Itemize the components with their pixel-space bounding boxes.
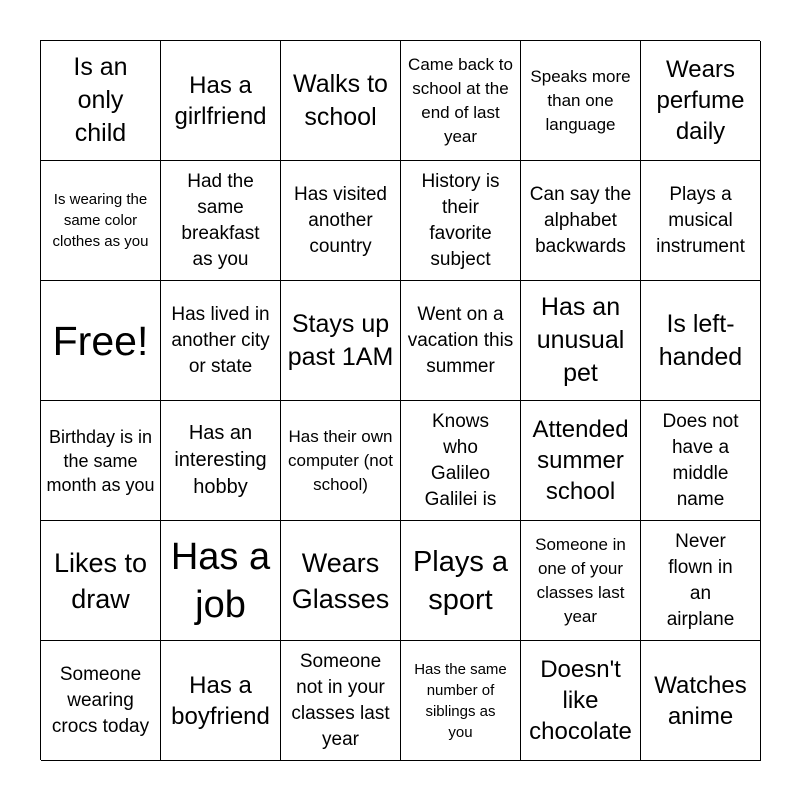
cell-label: Has a job [170, 535, 271, 626]
bingo-cell-r3c3[interactable] [281, 281, 401, 401]
free-space-label: Free! [52, 317, 149, 364]
cell-label: Has visited another country [294, 183, 387, 257]
cell-label: Stays up past 1AM [287, 309, 394, 371]
cell-label: Went on a vacation this summer [407, 303, 514, 377]
cell-label: Had the same breakfast as you [181, 170, 260, 270]
bingo-cell-r3c2[interactable] [161, 281, 281, 401]
bingo-cell-r6c1[interactable] [41, 641, 161, 761]
cell-label: Plays a musical instrument [656, 183, 745, 257]
bingo-board [40, 40, 760, 760]
cell-label: Can say the alphabet backwards [529, 183, 632, 257]
bingo-cell-r6c2[interactable] [161, 641, 281, 761]
cell-label: History is their favorite subject [421, 170, 500, 270]
bingo-cell-r1c3[interactable] [281, 41, 401, 161]
bingo-cell-r1c4[interactable] [401, 41, 521, 161]
bingo-cell-r3c4[interactable] [401, 281, 521, 401]
cell-label: Plays a sport [412, 545, 509, 616]
cell-label: Speaks more than one language [530, 66, 631, 134]
bingo-cell-r4c4[interactable] [401, 401, 521, 521]
cell-label: Has lived in another city or state [171, 303, 270, 377]
bingo-cell-r1c6[interactable] [641, 41, 761, 161]
bingo-cell-r6c6[interactable] [641, 641, 761, 761]
cell-label: Watches anime [654, 671, 747, 730]
cell-label: Someone wearing crocs today [51, 663, 150, 737]
bingo-cell-r6c5[interactable] [521, 641, 641, 761]
cell-label: Never flown in an airplane [666, 530, 735, 630]
cell-label: Wears perfume daily [656, 56, 745, 145]
bingo-cell-r5c3[interactable] [281, 521, 401, 641]
bingo-cell-r2c5[interactable] [521, 161, 641, 281]
bingo-cell-free[interactable] [41, 281, 161, 401]
bingo-cell-r1c5[interactable] [521, 41, 641, 161]
bingo-cell-r6c3[interactable] [281, 641, 401, 761]
bingo-cell-r1c1[interactable] [41, 41, 161, 161]
bingo-cell-r4c1[interactable] [41, 401, 161, 521]
bingo-cell-r4c5[interactable] [521, 401, 641, 521]
bingo-cell-r2c3[interactable] [281, 161, 401, 281]
bingo-cell-r1c2[interactable] [161, 41, 281, 161]
bingo-cell-r2c1[interactable] [41, 161, 161, 281]
cell-label: Walks to school [293, 69, 388, 131]
cell-label: Has the same number of siblings as you [414, 660, 507, 741]
bingo-cell-r5c6[interactable] [641, 521, 761, 641]
cell-label: Came back to school at the end of last year [408, 54, 513, 146]
cell-label: Is an only child [73, 53, 128, 147]
cell-label: Doesn't like chocolate [529, 656, 632, 745]
cell-label: Has an unusual pet [536, 293, 625, 387]
bingo-cell-r2c2[interactable] [161, 161, 281, 281]
cell-label: Likes to draw [53, 547, 148, 614]
bingo-cell-r5c4[interactable] [401, 521, 521, 641]
bingo-cell-r2c6[interactable] [641, 161, 761, 281]
bingo-cell-r5c2[interactable] [161, 521, 281, 641]
bingo-cell-r4c6[interactable] [641, 401, 761, 521]
cell-label: Attended summer school [532, 416, 629, 505]
bingo-cell-r5c1[interactable] [41, 521, 161, 641]
cell-label: Wears Glasses [291, 547, 390, 614]
bingo-cell-r4c2[interactable] [161, 401, 281, 521]
cell-label: Does not have a middle name [662, 410, 739, 510]
cell-label: Has a boyfriend [171, 671, 270, 730]
bingo-cell-r5c5[interactable] [521, 521, 641, 641]
bingo-cell-r3c6[interactable] [641, 281, 761, 401]
cell-label: Knows who Galileo Galilei is [424, 410, 497, 510]
bingo-cell-r4c3[interactable] [281, 401, 401, 521]
cell-label: Has an interesting hobby [174, 422, 267, 498]
bingo-cell-r3c5[interactable] [521, 281, 641, 401]
cell-label: Birthday is in the same month as you [46, 426, 155, 495]
cell-label: Someone in one of your classes last year [535, 534, 626, 626]
bingo-cell-r2c4[interactable] [401, 161, 521, 281]
bingo-cell-r6c4[interactable] [401, 641, 521, 761]
cell-label: Has a girlfriend [174, 71, 267, 130]
cell-label: Is left-handed [658, 309, 743, 371]
cell-label: Is wearing the same color clothes as you [52, 191, 149, 250]
cell-label: Someone not in your classes last year [291, 650, 390, 750]
cell-label: Has their own computer (not school) [288, 426, 393, 494]
